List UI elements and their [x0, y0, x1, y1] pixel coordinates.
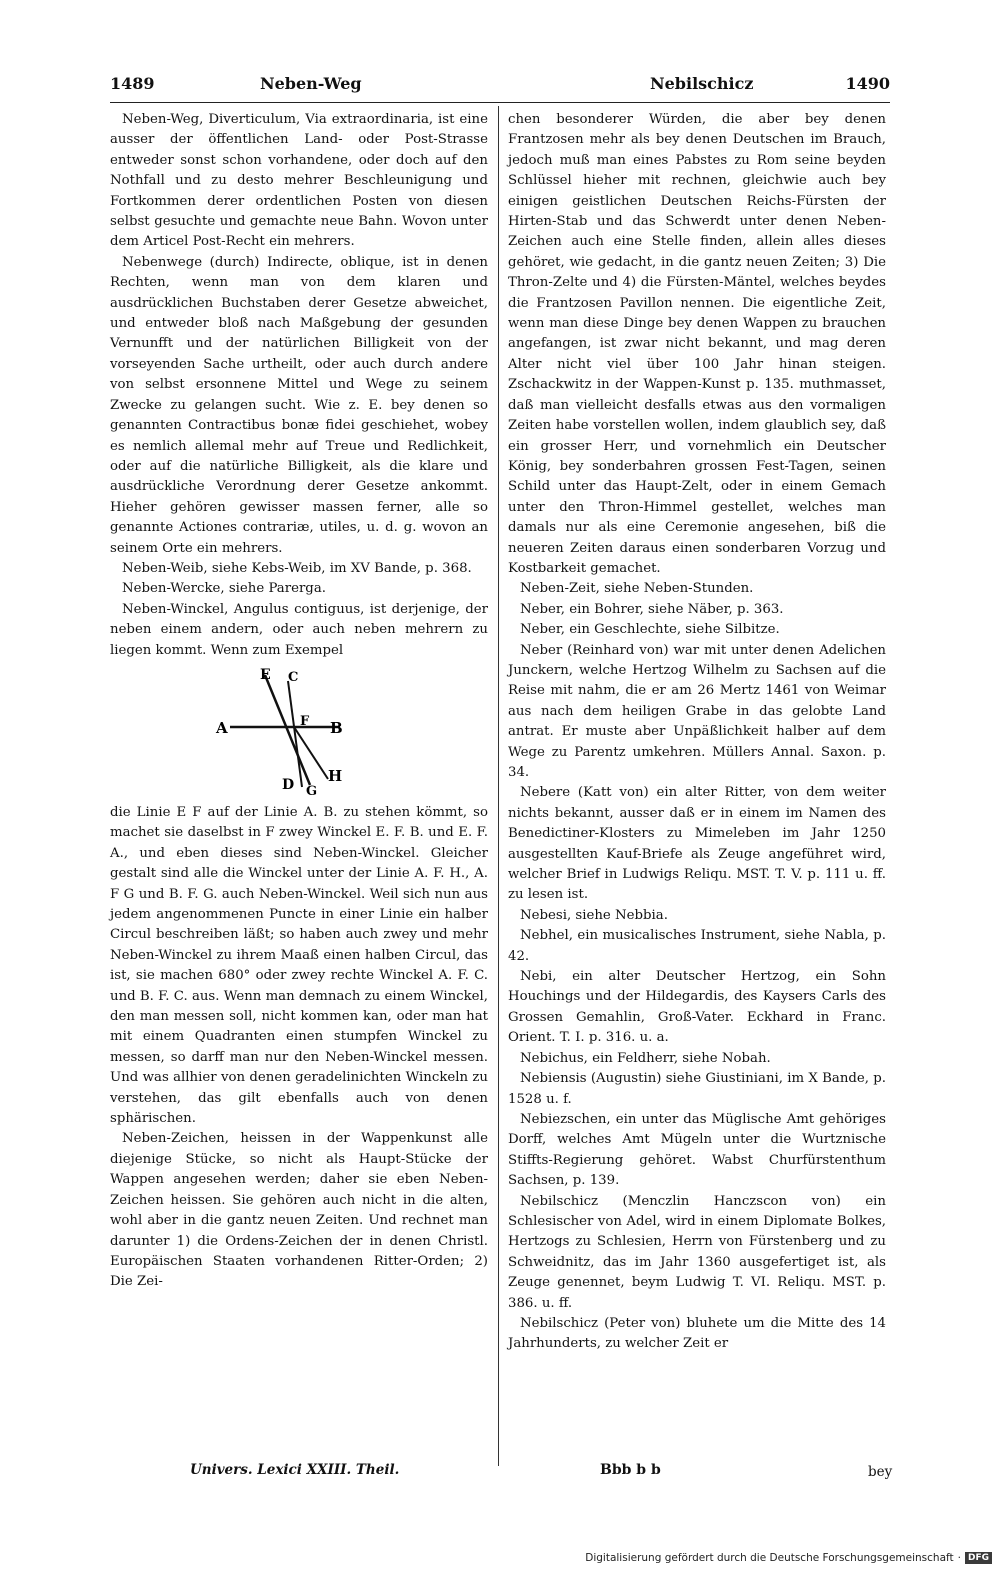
page-number-left: 1489	[110, 74, 155, 93]
left-column	[110, 110, 488, 1293]
header-title-right: Nebilschicz	[650, 74, 754, 93]
entry-nebenwege: Nebenwege (durch) Indirecte, oblique, ist in denen Rechten, wenn man von dem klaren und ausdrücklichen Buchstaben derer Gesetze abweichet, und entweder bloß nach Maßgebung der gesunden Vernunfft und der natürlichen Billigkeit von der vorseyenden Sache urtheilt, oder auch durch andere von selbst ersonnene Mittel und Wege zu seinem Zwecke zu gelangen sucht. Wie z. E. bey denen so genannten Contractibus bonæ fidei geschiehet, wobey es nemlich allemal mehr auf Treue und Redlichkeit, oder auf die natürliche Billigkeit, als die klare und ausdrückliche Verordnung derer Gesetze ankommt. Hieher gehören gewisser massen ferner, alle so genannte Actiones contrariæ, utiles, u. d. g. wovon an seinem Orte ein mehrers.	[110, 254, 488, 556]
angle-figure	[210, 667, 370, 797]
catchword: bey	[868, 1464, 893, 1480]
header-rule	[110, 102, 890, 103]
entry-nebilschicz-menczlin: Nebilschicz (Menczlin Hanczscon von) ein Schlesischer von Adel, wird in einem Diplomate Bolkes, Hertzogs zu Schlesien, Herrn von Fürstenberg und zu Schweidnitz, das im Jahr 1360 ausgefertiget ist, als Zeuge genennet, beym Ludwig T. VI. Reliqu. MST. p. 386. u. ff.	[508, 1193, 886, 1311]
entry-neben-winckel: Neben-Winckel, Angulus contiguus, ist derjenige, der neben einem andern, oder auch neben mehrern zu liegen kommt. Wenn zum Exempel	[110, 601, 488, 658]
volume-footer: Univers. Lexici XXIII. Theil.	[190, 1462, 400, 1478]
entry-nebiezschen: Nebiezschen, ein unter das Müglische Amt gehöriges Dorff, welches Amt Mügeln unter die Wurtznische Stiffts-Regierung gehöret. Wabst Churfürstenthum Sachsen, p. 139.	[508, 1111, 886, 1189]
credit-text: Digitalisierung gefördert durch die Deutsche Forschungsgemeinschaft	[585, 1552, 954, 1564]
label-g: G	[306, 783, 318, 797]
lexicon-page	[110, 70, 893, 1480]
entry-neben-weib: Neben-Weib, siehe Kebs-Weib, im XV Bande, p. 368.	[122, 560, 472, 576]
column-divider	[498, 106, 499, 1466]
line-ef	[265, 675, 310, 785]
entry-nebi: Nebi, ein alter Deutscher Hertzog, ein Sohn Houchings und der Hildegardis, des Kaysers Carls des Grossen Gemahlin, Groß-Vater. Eckhard in Franc. Orient. T. I. p. 316. u. a.	[508, 969, 886, 1046]
entry-nebichus: Nebichus, ein Feldherr, siehe Nobah.	[520, 1050, 771, 1066]
label-e: E	[260, 666, 271, 683]
entry-neben-winckel-cont: die Linie E F auf der Linie A. B. zu stehen kömmt, so machet sie daselbst in F zwey Winckel E. F. B. und E. F. A., und eben dieses sind Neben-Winckel. Gleicher gestalt sind alle die Winckel unter der Linie A. F. H., A. F G und B. F. G. auch Neben-Winckel. Weil sich nun aus jedem angenommenen Puncte in einer Linie ein halber Circul beschreiben läßt; so haben auch zwey und mehr Neben-Winckel zu ihrem Maaß einen halben Circul, das ist, sie machen 680° oder zwey rechte Winckel A. F. C. und B. F. C. aus. Wenn man demnach zu einem Winckel, den man messen soll, nicht kommen kan, oder man hat mit einem Quadranten einen stumpfen Winckel zu messen, so darff man nur den Neben-Winckel messen. Und was allhier von denen geradelinichten Winckeln zu verstehen, das gilt ebenfalls auch von denen sphärischen.	[110, 804, 488, 1127]
dfg-logo-icon: DFG	[965, 1552, 992, 1564]
entry-neber-bohrer: Neber, ein Bohrer, siehe Näber, p. 363.	[520, 601, 784, 617]
entry-nebiensis: Nebiensis (Augustin) siehe Giustiniani, im X Bande, p. 1528 u. f.	[508, 1071, 886, 1107]
entry-nebhel: Nebhel, ein musicalisches Instrument, siehe Nabla, p. 42.	[508, 928, 886, 964]
label-d: D	[282, 776, 295, 793]
entry-neber-reinhard: Neber (Reinhard von) war mit unter denen Adelichen Junckern, welche Hertzog Wilhelm zu Sachsen auf die Reise mit nahm, die er am 26 Mertz 1461 von Weimar aus nach dem heiligen Grabe in das gelobte Land antrat. Er muste aber Unpäßlichkeit halber auf dem Wege zu Parentz umkehren. Müllers Annal. Saxon. p. 34.	[508, 642, 886, 780]
entry-nebesi: Nebesi, siehe Nebbia.	[520, 907, 668, 923]
entry-neber-geschlechte: Neber, ein Geschlechte, siehe Silbitze.	[520, 622, 780, 638]
entry-neben-wercke: Neben-Wercke, siehe Parerga.	[122, 581, 326, 597]
entry-neben-zeichen: Neben-Zeichen, heissen in der Wappenkunst alle diejenige Stücke, so nicht als Haupt-Stücke der Wappen angesehen werden; daher sie eben Neben-Zeichen heissen. Sie gehören auch nicht in die alten, wohl aber in die gantz neuen Zeiten. Und rechnet man darunter 1) die Ordens-Zeichen der in denen Christl. Europäischen Staaten vorhandenen Ritter-Orden; 2) Die Zei-	[110, 1131, 488, 1290]
label-c: C	[288, 669, 299, 685]
page-number-right: 1490	[845, 74, 890, 93]
entry-nebere: Nebere (Katt von) ein alter Ritter, von dem weiter nichts bekannt, ausser daß er in einem im Namen des Benedictiner-Klosters zu Mimeleben im Jahr 1250 ausgestellten Kauf-Briefe als Zeuge angeführet wird, welcher Brief in Ludwigs Reliqu. MST. T. V. p. 111 u. ff. zu lesen ist.	[508, 785, 886, 903]
header-title-left: Neben-Weg	[260, 74, 362, 93]
entry-nebilschicz-peter: Nebilschicz (Peter von) bluhete um die Mitte des 14 Jahrhunderts, zu welcher Zeit er	[508, 1315, 886, 1352]
entry-neben-weg: Neben-Weg, Diverticulum, Via extraordinaria, ist eine ausser der öffentlichen Land- oder Post-Strasse entweder sonst schon vorhandene, oder doch auf den Nothfall und zu desto mehrer Beschleunigung und Fortkommen derer ordentlichen Posten von diesen selbst gesuchte und gemachte neue Bahn. Wovon unter dem Articel Post-Recht ein mehrers.	[110, 112, 488, 250]
running-header	[110, 70, 890, 98]
label-b: B	[330, 718, 343, 737]
right-column	[508, 110, 886, 1355]
label-f: F	[300, 713, 310, 729]
signature-mark: Bbb b b	[600, 1462, 661, 1478]
label-h: H	[328, 766, 343, 785]
dfg-credit: Digitalisierung gefördert durch die Deutsche Forschungsgemeinschaft · DFG	[585, 1552, 992, 1564]
label-a: A	[216, 718, 228, 737]
entry-neben-zeit: Neben-Zeit, siehe Neben-Stunden.	[520, 581, 754, 597]
entry-neben-zeichen-cont: chen besonderer Würden, die aber bey denen Frantzosen mehr als bey denen Deutschen im Brauch, jedoch muß man eines Pabstes zu Rom seine beyden Schlüssel hieher mit rechnen, gleichwie auch bey einigen geistlichen Deutschen Reichs-Fürsten der Hirten-Stab und das Schwerdt unter denen Neben-Zeichen auch eine Stelle finden, allein alles dieses gehöret, wie gedacht, in die gantz neuen Zeiten; 3) Die Thron-Zelte und 4) die Fürsten-Mäntel, welches beydes die Frantzosen Pavillon nennen. Die eigentliche Zeit, wenn man diese Dinge bey denen Wappen zu brauchen angefangen, ist zwar nicht bekannt, und mag deren Alter nicht viel über 100 Jahr hinan steigen. Zschackwitz in der Wappen-Kunst p. 135. muthmasset, daß man vielleicht desfalls etwas aus den vormaligen Zeiten habe vorstellen wollen, indem glaublich sey, daß ein grosser Herr, und vornehmlich ein Deutscher König, bey sonderbahren grossen Fest-Tagen, seinen Schild unter das Haupt-Zelt, oder in einem Gemach unter den Thron-Himmel gestellet, welches man damals nur als eine Ceremonie angesehen, biß die neueren Zeiten daraus einen sonderbaren Vorzug und Kostbarkeit gemachet.	[508, 112, 886, 576]
